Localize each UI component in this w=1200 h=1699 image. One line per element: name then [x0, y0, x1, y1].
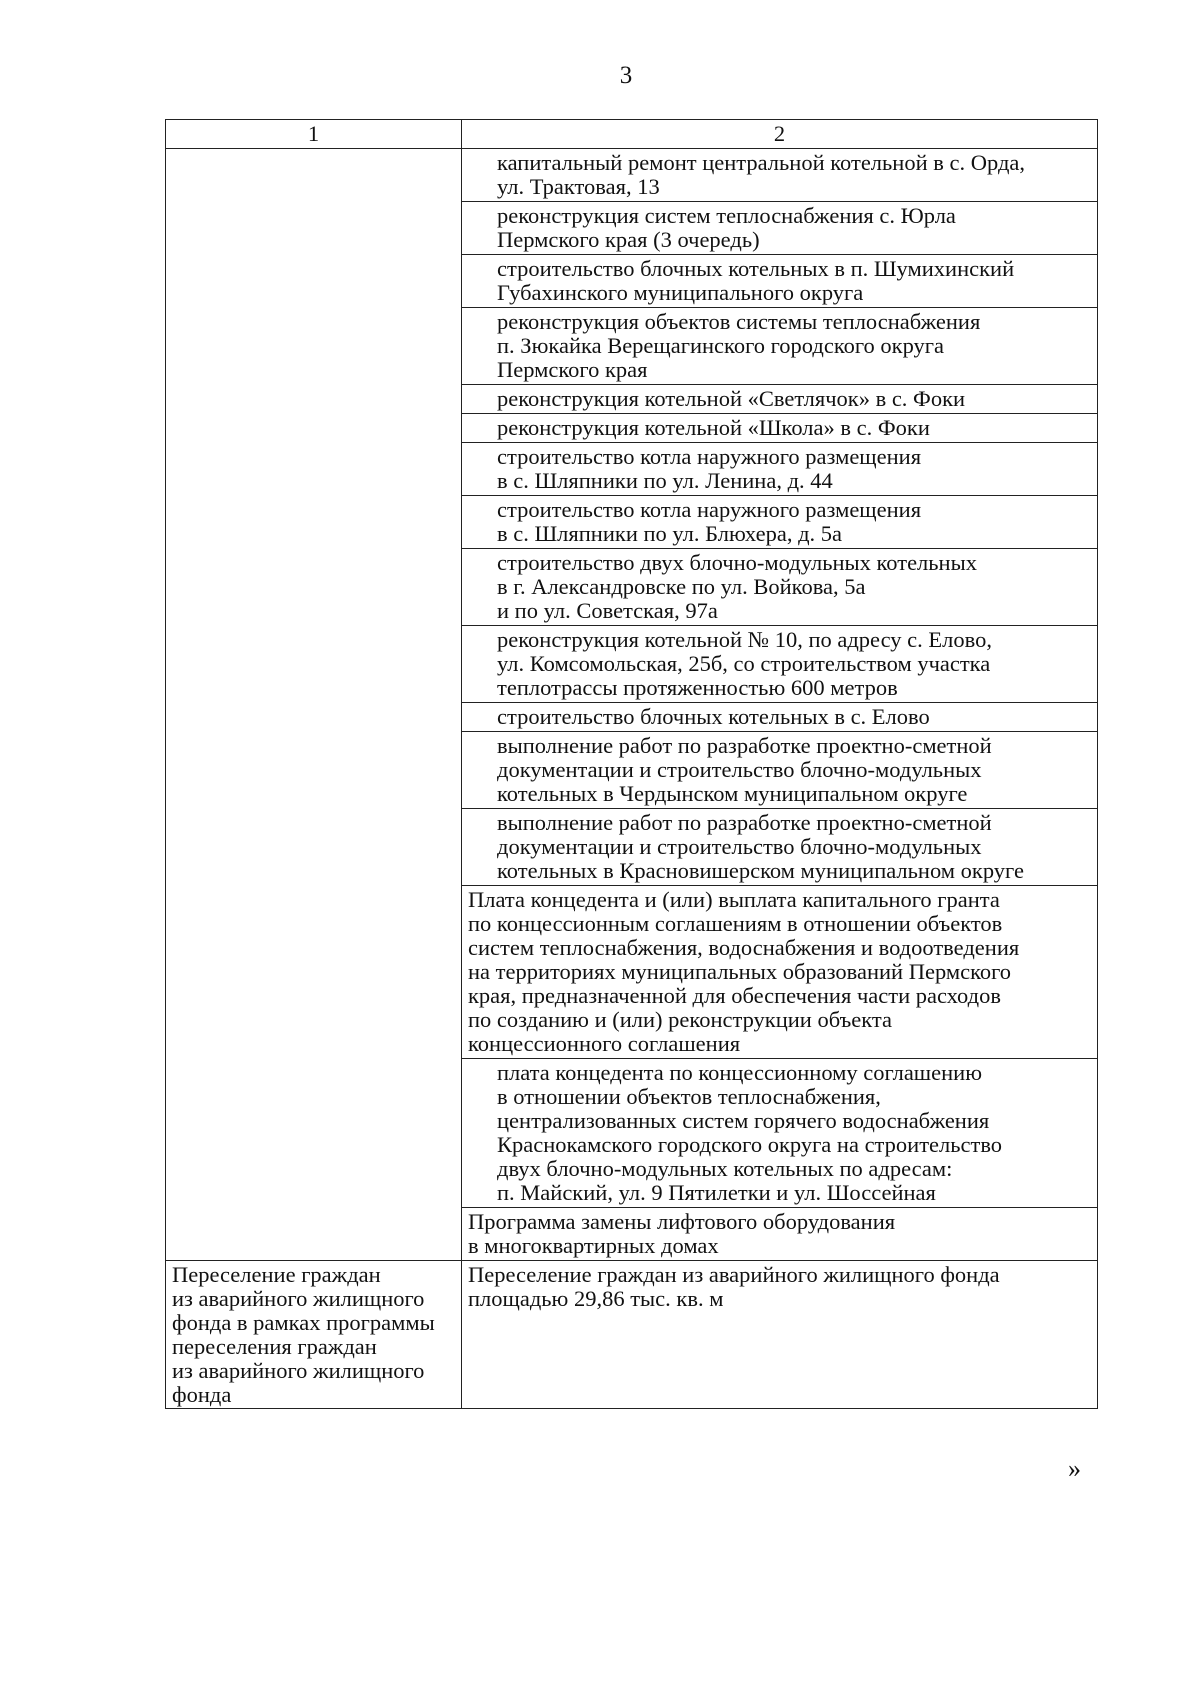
row-line: края, предназначенной для обеспечения части расходов: [468, 983, 1001, 1008]
page-number: 3: [619, 62, 633, 89]
row-line: Пермского края (3 очередь): [497, 227, 760, 252]
row-line: по созданию и (или) реконструкции объекта: [468, 1007, 892, 1032]
row-line: в г. Александровске по ул. Войкова, 5а: [497, 574, 866, 599]
row-line: котельных в Чердынском муниципальном округе: [497, 781, 968, 806]
row-cell: [462, 202, 1098, 255]
table-row-resettlement: [166, 1261, 1098, 1409]
row-line: документации и строительство блочно-модульных: [497, 757, 982, 782]
row-line: документации и строительство блочно-модульных: [497, 834, 982, 859]
row-line: реконструкция котельной «Школа» в с. Фоки: [497, 415, 930, 440]
row-cell: [462, 443, 1098, 496]
resettlement-category-cell: [166, 1261, 462, 1409]
row-line: в с. Шляпники по ул. Ленина, д. 44: [497, 468, 833, 493]
row-line: ул. Трактовая, 13: [497, 174, 660, 199]
row-line: капитальный ремонт центральной котельной в с. Орда,: [497, 150, 1026, 175]
row-line: строительство блочных котельных в п. Шумихинский: [497, 256, 1015, 281]
row-line: площадью 29,86 тыс. кв. м: [468, 1286, 724, 1311]
row-cell: [462, 149, 1098, 202]
row-cell: [462, 1208, 1098, 1261]
row-line: реконструкция систем теплоснабжения с. Юрла: [497, 203, 956, 228]
row-line: строительство котла наружного размещения: [497, 497, 922, 522]
row-line: Переселение граждан из аварийного жилищного фонда: [468, 1262, 1000, 1287]
row-cell: [462, 809, 1098, 886]
row-line: Переселение граждан: [172, 1262, 381, 1287]
row-line: и по ул. Советская, 97а: [497, 598, 718, 623]
row-line: в многоквартирных домах: [468, 1233, 719, 1258]
row-line: реконструкция котельной № 10, по адресу с. Елово,: [497, 627, 992, 652]
row-cell: [462, 414, 1098, 443]
empty-left-cell: [166, 149, 462, 1261]
row-line: в с. Шляпники по ул. Блюхера, д. 5а: [497, 521, 843, 546]
table-header-row: [166, 120, 1098, 149]
row-line: в отношении объектов теплоснабжения,: [497, 1084, 881, 1109]
row-line: выполнение работ по разработке проектно-сметной: [497, 810, 992, 835]
document-table: [165, 119, 1098, 1409]
row-cell: [462, 308, 1098, 385]
row-cell: [462, 703, 1098, 732]
row-line: котельных в Красновишерском муниципальном округе: [497, 858, 1024, 883]
row-line: плата концедента по концессионному соглашению: [497, 1060, 983, 1085]
row-line: фонда: [172, 1382, 232, 1407]
row-line: централизованных систем горячего водоснабжения: [497, 1108, 990, 1133]
closing-quote: »: [1068, 1454, 1081, 1483]
row-cell: [462, 1059, 1098, 1208]
row-line: Краснокамского городского округа на строительство: [497, 1132, 1003, 1157]
row-line: строительство котла наружного размещения: [497, 444, 922, 469]
header-cell-1: 1: [166, 120, 462, 149]
row-line: из аварийного жилищного: [172, 1286, 425, 1311]
row-line: п. Зюкайка Верещагинского городского округа: [497, 333, 945, 358]
row-line: теплотрассы протяженностью 600 метров: [497, 675, 898, 700]
table-row: [166, 149, 1098, 202]
row-line: Губахинского муниципального округа: [497, 280, 864, 305]
row-line: строительство блочных котельных в с. Елово: [497, 704, 930, 729]
header-cell-2: 2: [462, 120, 1098, 149]
row-cell: [462, 886, 1098, 1059]
row-line: концессионного соглашения: [468, 1031, 741, 1056]
row-line: систем теплоснабжения, водоснабжения и водоотведения: [468, 935, 1020, 960]
row-line: фонда в рамках программы: [172, 1310, 435, 1335]
row-cell: [462, 626, 1098, 703]
row-cell: [462, 549, 1098, 626]
row-line: Плата концедента и (или) выплата капитального гранта: [468, 887, 1000, 912]
row-line: на территориях муниципальных образований Пермского: [468, 959, 1012, 984]
row-line: реконструкция котельной «Светлячок» в с. Фоки: [497, 386, 966, 411]
row-cell: [462, 255, 1098, 308]
row-cell: [462, 496, 1098, 549]
row-line: строительство двух блочно-модульных котельных: [497, 550, 977, 575]
row-line: выполнение работ по разработке проектно-сметной: [497, 733, 992, 758]
row-line: ул. Комсомольская, 25б, со строительством участка: [497, 651, 991, 676]
row-cell: [462, 385, 1098, 414]
row-line: из аварийного жилищного: [172, 1358, 425, 1383]
row-line: Программа замены лифтового оборудования: [468, 1209, 896, 1234]
row-line: двух блочно-модульных котельных по адресам:: [497, 1156, 953, 1181]
row-cell: [462, 732, 1098, 809]
row-line: переселения граждан: [172, 1334, 377, 1359]
resettlement-description-cell: [462, 1261, 1098, 1409]
row-line: п. Майский, ул. 9 Пятилетки и ул. Шоссейная: [497, 1180, 936, 1205]
row-line: Пермского края: [497, 357, 648, 382]
row-line: реконструкция объектов системы теплоснабжения: [497, 309, 981, 334]
row-line: по концессионным соглашениям в отношении объектов: [468, 911, 1003, 936]
